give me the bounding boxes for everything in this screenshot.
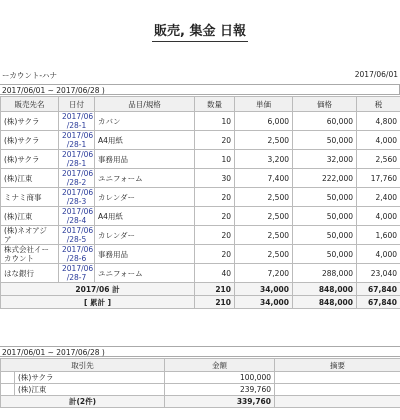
customer-line1: ミナミ商事 <box>4 192 42 202</box>
report-date: 2017/06/01 <box>354 70 398 79</box>
qty-cell: 10 <box>195 112 235 131</box>
item-cell: A4用紙 <box>95 131 195 150</box>
col-unit: 単価 <box>235 97 293 112</box>
table-row <box>1 207 400 226</box>
unit-cell: 2,500 <box>235 188 293 207</box>
slip-link[interactable] <box>59 112 95 131</box>
collection-header-row <box>1 359 400 372</box>
customer-cell <box>1 131 59 150</box>
col-qty: 数量 <box>195 97 235 112</box>
memo-cell <box>275 372 400 384</box>
item-cell: ユニフォーム <box>95 169 195 188</box>
cumulative-label: [ 累計 ] <box>1 296 195 309</box>
cumulative-price: 848,000 <box>293 296 357 309</box>
customer-line1: (株)サクラ <box>4 116 40 126</box>
col-amount: 金額 <box>165 359 275 372</box>
amount-cell: 239,760 <box>165 384 275 396</box>
price-cell: 222,000 <box>293 169 357 188</box>
slip-link[interactable] <box>59 188 95 207</box>
subtotal-label: 2017/06 計 <box>1 283 195 296</box>
table-row <box>1 131 400 150</box>
table-row <box>1 188 400 207</box>
price-cell: 60,000 <box>293 112 357 131</box>
table-row <box>1 245 400 264</box>
subtotal-unit: 34,000 <box>235 283 293 296</box>
sales-table <box>0 96 400 309</box>
tax-cell: 23,040 <box>357 264 400 283</box>
subtotal-row <box>1 283 400 296</box>
slip-date: 2017/06 <box>62 226 94 235</box>
collection-table <box>0 358 400 408</box>
col-tax: 税 <box>357 97 400 112</box>
account-name: ーカウント-ハナ <box>2 71 58 80</box>
slip-link[interactable] <box>59 245 95 264</box>
price-cell: 288,000 <box>293 264 357 283</box>
slip-number: /28-1 <box>66 140 87 149</box>
qty-cell: 40 <box>195 264 235 283</box>
slip-date: 2017/06 <box>62 150 94 159</box>
unit-cell: 7,400 <box>235 169 293 188</box>
tax-cell: 4,000 <box>357 207 400 226</box>
collection-total-amount: 339,760 <box>165 396 275 408</box>
slip-link[interactable] <box>59 207 95 226</box>
report-meta <box>0 70 400 82</box>
cumulative-tax: 67,840 <box>357 296 400 309</box>
slip-date: 2017/06 <box>62 188 94 197</box>
customer-cell <box>1 245 59 264</box>
collection-total-label: 計(2件) <box>1 396 165 408</box>
qty-cell: 20 <box>195 226 235 245</box>
subtotal-price: 848,000 <box>293 283 357 296</box>
customer-line2: ア <box>4 235 12 244</box>
slip-date: 2017/06 <box>62 131 94 140</box>
slip-link[interactable] <box>59 169 95 188</box>
unit-cell: 2,500 <box>235 207 293 226</box>
cumulative-unit: 34,000 <box>235 296 293 309</box>
slip-link[interactable] <box>59 264 95 283</box>
item-cell: ユニフォーム <box>95 264 195 283</box>
col-item: 品目/規格 <box>95 97 195 112</box>
row-spacer <box>1 384 15 396</box>
party-cell: (株)サクラ <box>15 372 165 384</box>
qty-cell: 20 <box>195 245 235 264</box>
collection-total-memo <box>275 396 400 408</box>
row-spacer <box>1 372 15 384</box>
customer-cell <box>1 264 59 283</box>
unit-cell: 2,500 <box>235 131 293 150</box>
customer-line1: はな銀行 <box>4 268 34 278</box>
customer-cell <box>1 169 59 188</box>
slip-number: /28-1 <box>66 159 87 168</box>
table-row <box>1 112 400 131</box>
tax-cell: 4,000 <box>357 245 400 264</box>
table-row <box>1 226 400 245</box>
tax-cell: 2,560 <box>357 150 400 169</box>
customer-cell <box>1 150 59 169</box>
list-item <box>1 384 400 396</box>
subtotal-tax: 67,840 <box>357 283 400 296</box>
slip-date: 2017/06 <box>62 169 94 178</box>
slip-link[interactable] <box>59 226 95 245</box>
slip-number: /28-3 <box>66 197 87 206</box>
collection-period: 2017/06/01 ~ 2017/06/28 ) <box>0 346 400 357</box>
slip-number: /28-5 <box>66 235 87 244</box>
customer-cell <box>1 188 59 207</box>
price-cell: 50,000 <box>293 226 357 245</box>
col-date: 日付 <box>59 97 95 112</box>
title-area <box>0 0 400 50</box>
qty-cell: 20 <box>195 188 235 207</box>
collection-total-row <box>1 396 400 408</box>
customer-line1: (株)江東 <box>4 173 33 183</box>
tax-cell: 2,400 <box>357 188 400 207</box>
item-cell: カバン <box>95 112 195 131</box>
tax-cell: 4,000 <box>357 131 400 150</box>
qty-cell: 10 <box>195 150 235 169</box>
col-customer: 販売先名 <box>1 97 59 112</box>
tax-cell: 1,600 <box>357 226 400 245</box>
price-cell: 50,000 <box>293 188 357 207</box>
item-cell: 事務用品 <box>95 245 195 264</box>
slip-number: /28-4 <box>66 216 87 225</box>
slip-date: 2017/06 <box>62 245 94 254</box>
cumulative-row <box>1 296 400 309</box>
slip-link[interactable] <box>59 131 95 150</box>
subtotal-qty: 210 <box>195 283 235 296</box>
unit-cell: 6,000 <box>235 112 293 131</box>
slip-date: 2017/06 <box>62 207 94 216</box>
qty-cell: 30 <box>195 169 235 188</box>
slip-number: /28-7 <box>66 273 87 282</box>
slip-date: 2017/06 <box>62 112 94 121</box>
item-cell: カレンダー <box>95 226 195 245</box>
col-price: 価格 <box>293 97 357 112</box>
list-item <box>1 372 400 384</box>
col-memo: 摘要 <box>275 359 400 372</box>
table-row <box>1 150 400 169</box>
price-cell: 50,000 <box>293 131 357 150</box>
page-title: 販売, 集金 日報 <box>0 20 400 39</box>
customer-line1: (株)サクラ <box>4 154 40 164</box>
unit-cell: 2,500 <box>235 226 293 245</box>
table-row <box>1 169 400 188</box>
cumulative-qty: 210 <box>195 296 235 309</box>
price-cell: 32,000 <box>293 150 357 169</box>
item-cell: 事務用品 <box>95 150 195 169</box>
table-row <box>1 264 400 283</box>
slip-date: 2017/06 <box>62 264 94 273</box>
sales-header-row <box>1 97 400 112</box>
slip-number: /28-6 <box>66 254 87 263</box>
customer-cell <box>1 226 59 245</box>
party-cell: (株)江東 <box>15 384 165 396</box>
unit-cell: 3,200 <box>235 150 293 169</box>
sales-period: 2017/06/01 ~ 2017/06/28 ) <box>0 84 400 95</box>
qty-cell: 20 <box>195 131 235 150</box>
memo-cell <box>275 384 400 396</box>
customer-line1: 株式会社イー <box>4 245 49 254</box>
customer-line1: (株)江東 <box>4 211 33 221</box>
item-cell: カレンダー <box>95 188 195 207</box>
unit-cell: 2,500 <box>235 245 293 264</box>
qty-cell: 20 <box>195 207 235 226</box>
unit-cell: 7,200 <box>235 264 293 283</box>
customer-cell <box>1 112 59 131</box>
tax-cell: 17,760 <box>357 169 400 188</box>
price-cell: 50,000 <box>293 245 357 264</box>
amount-cell: 100,000 <box>165 372 275 384</box>
slip-number: /28-1 <box>66 121 87 130</box>
slip-link[interactable] <box>59 150 95 169</box>
tax-cell: 4,800 <box>357 112 400 131</box>
slip-number: /28-2 <box>66 178 87 187</box>
customer-line1: (株)ネオアジ <box>4 226 47 235</box>
item-cell: A4用紙 <box>95 207 195 226</box>
customer-line2: カウント <box>4 254 34 263</box>
col-party: 取引先 <box>1 359 165 372</box>
customer-cell <box>1 207 59 226</box>
customer-line1: (株)サクラ <box>4 135 40 145</box>
price-cell: 50,000 <box>293 207 357 226</box>
